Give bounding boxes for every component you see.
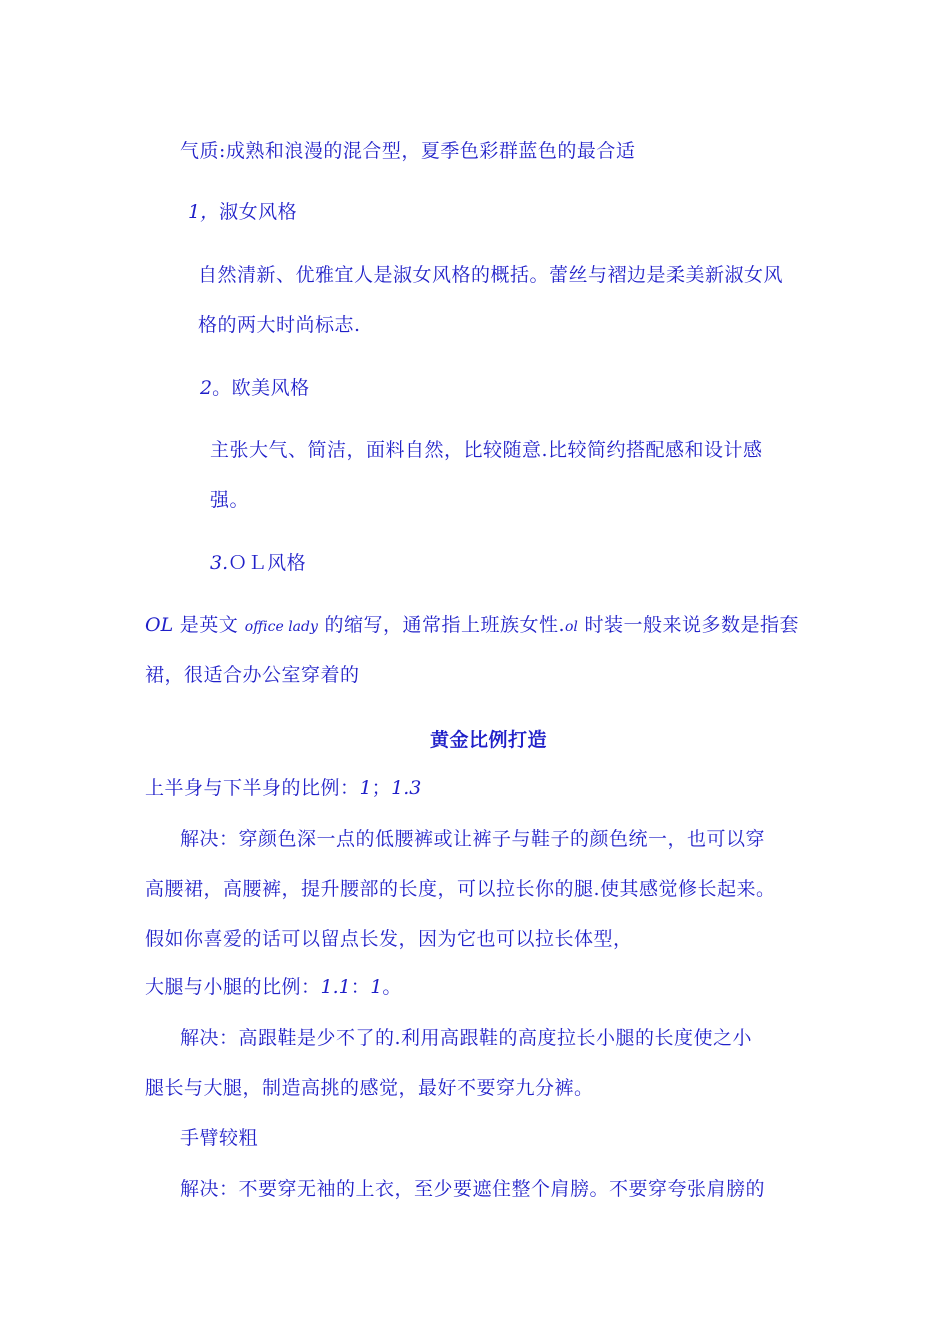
ol-lower: ol: [565, 619, 578, 635]
solution2-line1: 解决：高跟鞋是少不了的.利用高跟鞋的高度拉长小腿的长度使之小: [180, 1027, 753, 1049]
heading-lady-style: [188, 199, 297, 225]
ratio-value: 1.3: [391, 777, 422, 799]
heading-text: 。欧美风格: [212, 377, 310, 399]
solution2-line2: 腿长与大腿，制造高挑的感觉，最好不要穿九分裤。: [145, 1077, 594, 1099]
ol-text: 是英文: [173, 614, 245, 636]
temperament-line: 气质:成熟和浪漫的混合型，夏季色彩群蓝色的最合适: [180, 140, 636, 162]
heading-ol-style: [210, 550, 306, 576]
heading-western-style: [200, 375, 310, 401]
ratio-upper-lower: [145, 775, 421, 801]
heading-number: 3.: [210, 552, 229, 574]
ratio-sep: ：: [350, 976, 371, 998]
ratio-sep: ；: [371, 777, 392, 799]
solution3-line1: 解决：不要穿无袖的上衣，至少要遮住整个肩膀。不要穿夸张肩膀的: [180, 1178, 766, 1200]
paragraph-ol-line2: 裙，很适合办公室穿着的: [145, 664, 360, 686]
solution1-line1: 解决：穿颜色深一点的低腰裤或让裤子与鞋子的颜色统一，也可以穿: [180, 828, 766, 850]
paragraph-lady-line2: 格的两大时尚标志.: [198, 314, 361, 336]
heading-text: 淑女风格: [219, 201, 298, 223]
heading-number: 1，: [188, 201, 220, 223]
ol-text: 时装一般来说多数是指套: [577, 614, 799, 636]
ol-english: office lady: [244, 619, 318, 635]
ratio-value: 1: [370, 976, 383, 998]
ratio-value: 1: [359, 777, 372, 799]
ol-text: 的缩写，通常指上班族女性.: [317, 614, 565, 636]
paragraph-western-line1: 主张大气、简洁，面料自然，比较随意.比较简约搭配感和设计感: [210, 439, 763, 461]
paragraph-lady-line1: 自然清新、优雅宜人是淑女风格的概括。蕾丝与褶边是柔美新淑女风: [198, 264, 784, 286]
heading-number: 2: [200, 377, 213, 399]
solution1-line2: 高腰裙，高腰裤，提升腰部的长度，可以拉长你的腿.使其感觉修长起来。: [145, 878, 776, 900]
paragraph-ol-line1: [145, 612, 799, 640]
ratio-label: 上半身与下半身的比例：: [145, 777, 360, 799]
ratio-thigh-calf: [145, 974, 402, 1000]
section-title: 黄金比例打造: [430, 729, 548, 751]
ol-abbrev: OL: [145, 614, 174, 636]
ratio-end: 。: [382, 976, 402, 998]
arm-heading: 手臂较粗: [180, 1127, 259, 1149]
ratio-value: 1.1: [320, 976, 351, 998]
ratio-label: 大腿与小腿的比例：: [145, 976, 321, 998]
paragraph-western-line2: 强。: [210, 489, 250, 511]
heading-text: ＯＬ风格: [228, 552, 307, 574]
solution1-line3: 假如你喜爱的话可以留点长发，因为它也可以拉长体型，: [145, 928, 633, 950]
